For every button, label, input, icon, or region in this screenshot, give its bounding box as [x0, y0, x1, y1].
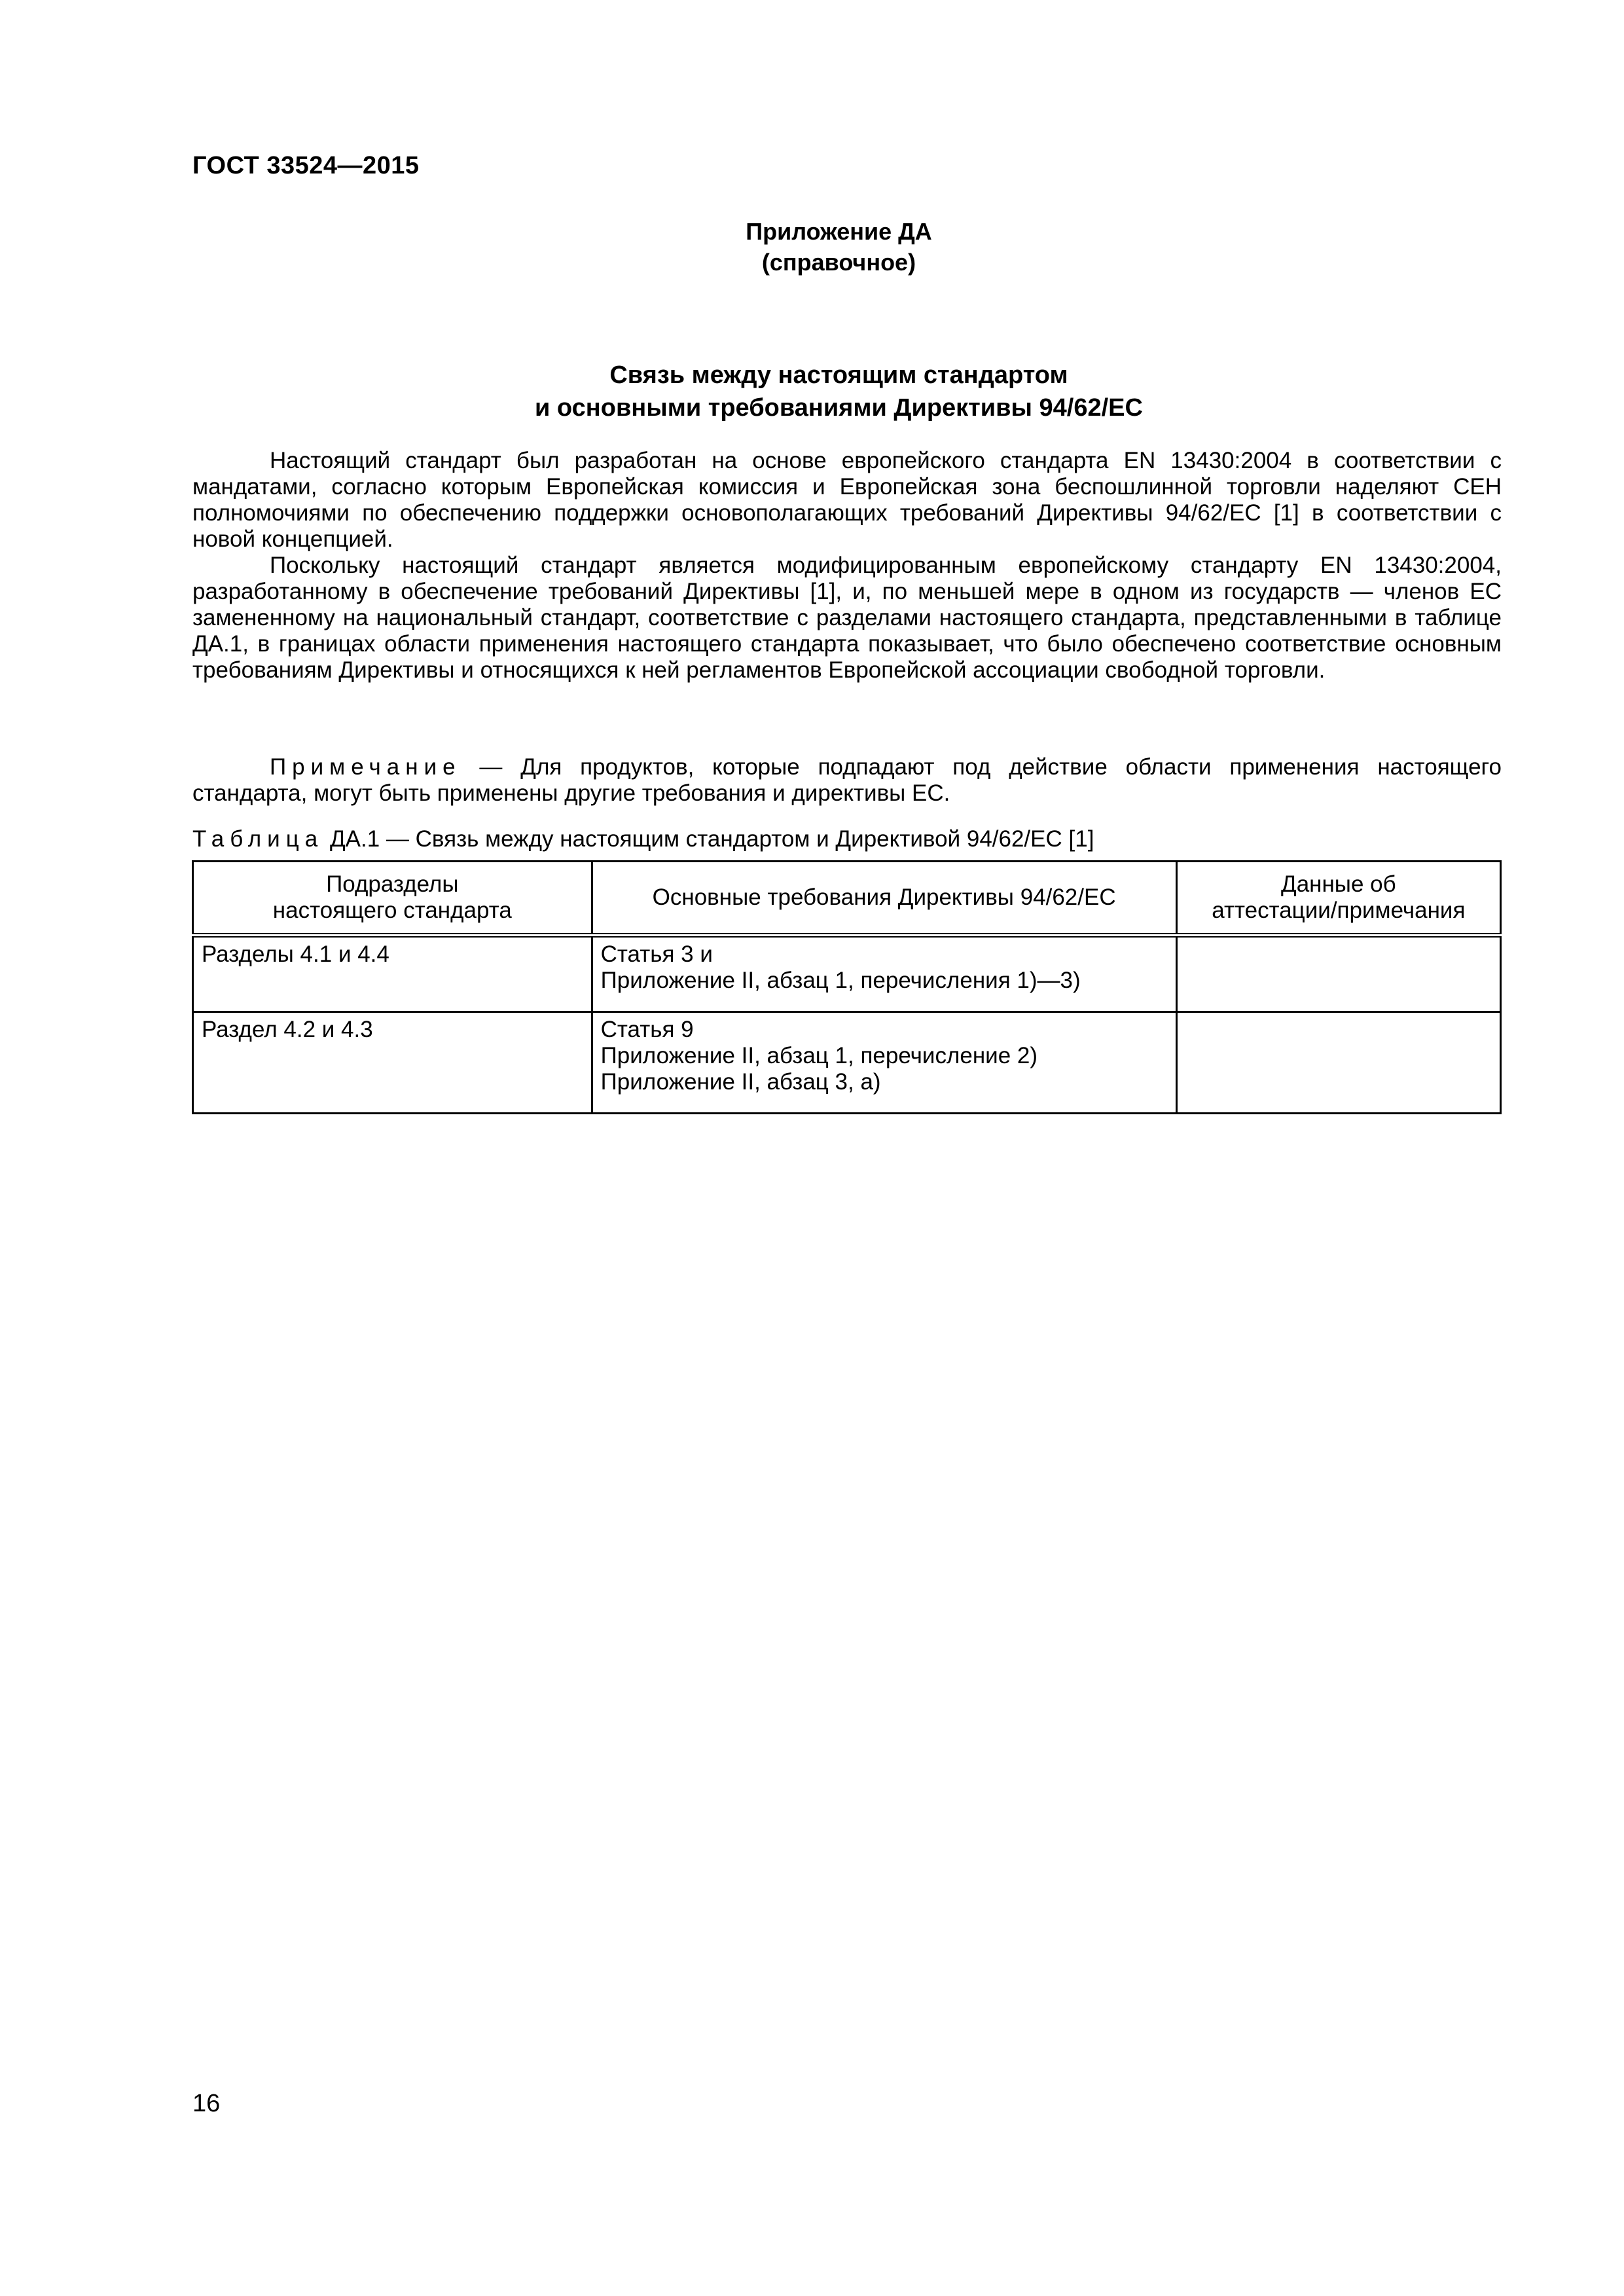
- section-title: [0, 359, 1624, 424]
- table-cell-notes: [1176, 1012, 1500, 1114]
- page-number: 16: [192, 2090, 221, 2117]
- appendix-heading: [0, 216, 1624, 278]
- header-text: Подразделы: [326, 871, 459, 897]
- note-text: — Для продуктов, которые подпадают под действие области применения настоящего стандарта, могут быть применены другие требования и директивы ЕС.: [192, 754, 1502, 806]
- table-cell-notes: [1176, 936, 1500, 1012]
- table-header-row: [193, 862, 1501, 936]
- header-text: аттестации/примечания: [1212, 898, 1466, 923]
- table-caption-text: ДА.1 — Связь между настоящим стандартом и Директивой 94/62/ЕС [1]: [323, 826, 1094, 852]
- body-text: [192, 448, 1502, 683]
- header-text: настоящего стандарта: [272, 898, 512, 923]
- table-row: [193, 936, 1501, 1012]
- table-cell-requirements: [592, 936, 1176, 1012]
- table-cell-sections: Разделы 4.1 и 4.4: [193, 936, 592, 1012]
- requirement-line: Статья 9: [600, 1017, 694, 1042]
- appendix-title: Приложение ДА: [746, 218, 932, 245]
- document-header: ГОСТ 33524—2015: [192, 152, 420, 179]
- table-caption-label: Таблица: [192, 826, 324, 852]
- requirement-line: Приложение II, абзац 3, а): [600, 1069, 881, 1095]
- paragraph: Настоящий стандарт был разработан на основе европейского стандарта EN 13430:2004 в соответствии с мандатами, согласно которым Европейская комиссия и Европейская зона беспошлинной торговли наделяют СЕН полномочиями по обеспечению поддержки основополагающих требований Директивы 94/62/ЕС [1] в соответствии с новой концепцией.: [192, 448, 1502, 552]
- table-header-sections: [193, 862, 592, 936]
- section-title-line-2: и основными требованиями Директивы 94/62/ЕС: [535, 394, 1143, 422]
- table-header-notes: [1176, 862, 1500, 936]
- header-text: Данные об: [1280, 871, 1396, 897]
- section-title-line-1: Связь между настоящим стандартом: [609, 361, 1068, 389]
- requirement-line: Приложение II, абзац 1, перечисление 2): [600, 1043, 1038, 1068]
- requirement-line: Статья 3 и: [600, 941, 713, 967]
- paragraph: Поскольку настоящий стандарт является модифицированным европейскому стандарту EN 13430:2004, разработанному в обеспечение требований Директивы [1], и, по меньшей мере в одном из государств — членов ЕС замененному на национальный стандарт, соответствие с разделами настоящего стандарта, представленными в таблице ДА.1, в границах области применения настоящего стандарта показывает, что было обеспечено соответствие основным требованиям Директивы и относящихся к ней регламентов Европейской ассоциации свободной торговли.: [192, 553, 1502, 683]
- requirement-line: Приложение II, абзац 1, перечисления 1)—3): [600, 968, 1081, 993]
- header-text: Основные требования Директивы 94/62/ЕС: [652, 884, 1116, 910]
- table-row: [193, 1012, 1501, 1114]
- table-caption: [192, 826, 1094, 852]
- table-header-requirements: [592, 862, 1176, 936]
- table-cell-requirements: [592, 1012, 1176, 1114]
- appendix-type: (справочное): [761, 249, 916, 276]
- note: [192, 754, 1502, 807]
- note-label: Примечание: [270, 754, 461, 780]
- requirements-table: [192, 860, 1502, 1114]
- table-cell-sections: Раздел 4.2 и 4.3: [193, 1012, 592, 1114]
